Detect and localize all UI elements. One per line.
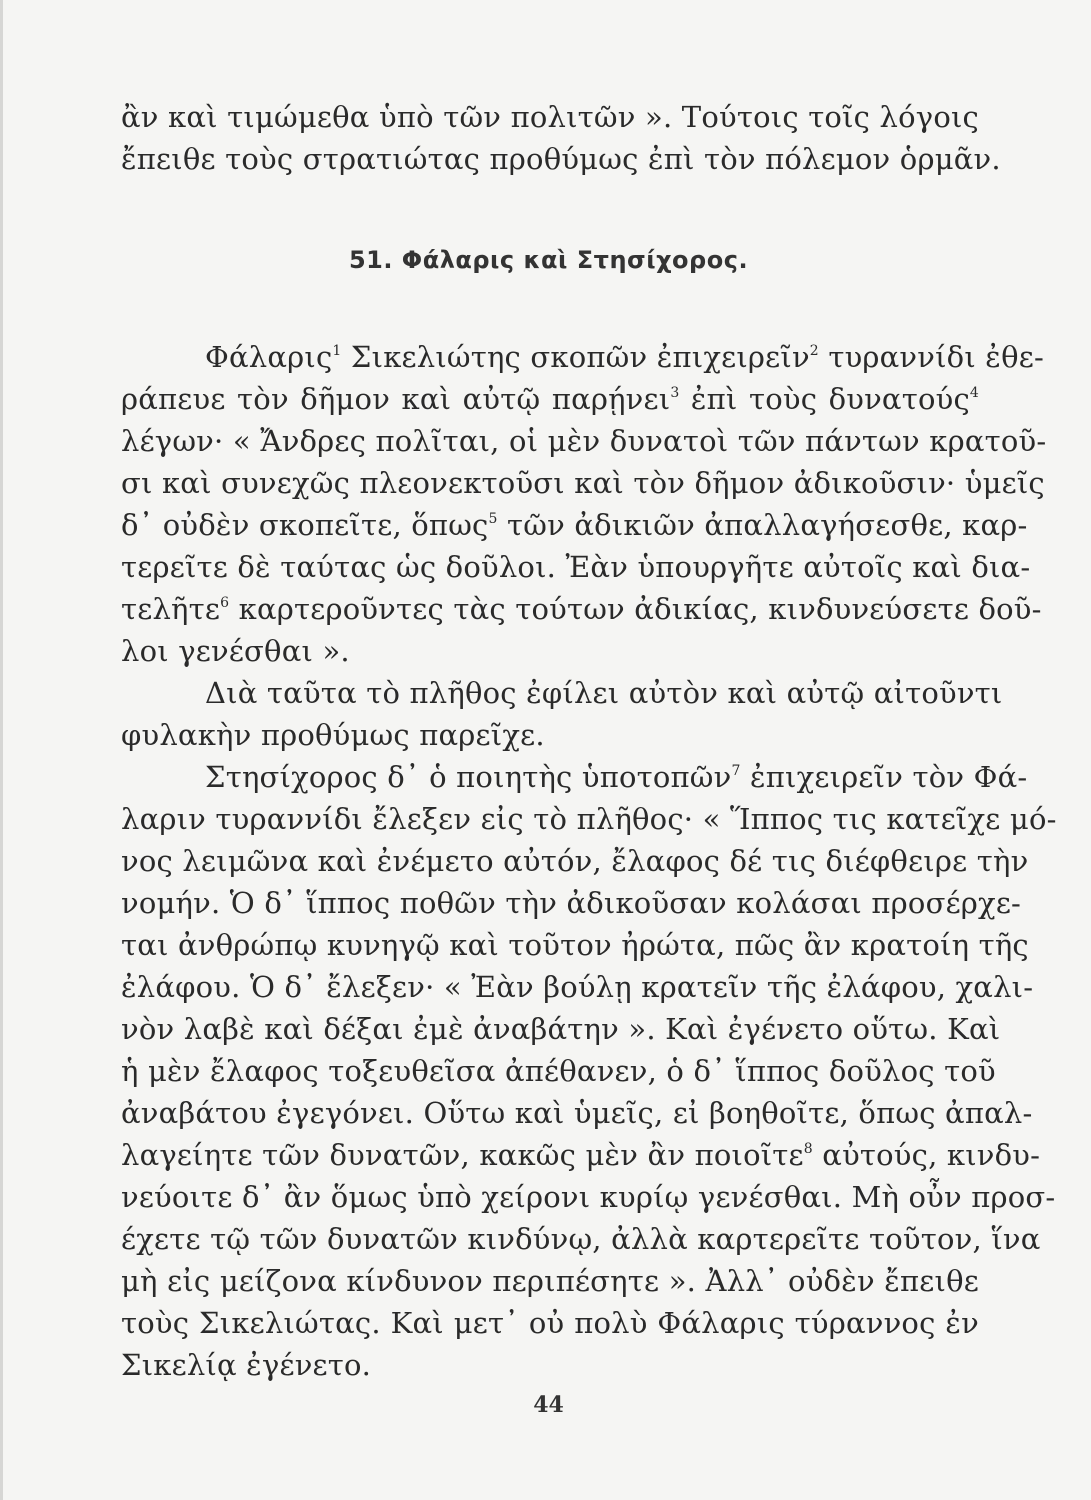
text-line: έχετε τῷ τῶν δυνατῶν κινδύνῳ, ἀλλὰ καρτερεῖτε τοῦτον, ἵνα: [121, 1222, 1041, 1256]
text-line: ἂν καὶ τιμώμεθα ὑπὸ τῶν πολιτῶν ». Τούτοις τοῖς λόγοις: [121, 100, 979, 134]
section-heading: 51. Φάλαρις καὶ Στησίχορος.: [348, 246, 749, 274]
text-line: τελῆτε$^6$ καρτεροῦντες τὰς τούτων ἀδικίας, κινδυνεύσετε δοῦ-: [121, 592, 1042, 626]
text-line: τοὺς Σικελιώτας. Καὶ μετ᾽ οὐ πολὺ Φάλαρις τύραννος ἐν: [121, 1306, 979, 1340]
text-line: λέγων· « Ἄνδρες πολῖται, οἱ μὲν δυνατοὶ τῶν πάντων κρατοῦ-: [121, 424, 1047, 458]
text-line: Σικελίᾳ ἐγένετο.: [121, 1348, 372, 1382]
footnote-marker: 5: [488, 511, 498, 527]
continuation-text: [121, 96, 1001, 180]
text-line: λαγείητε τῶν δυνατῶν, κακῶς μὲν ἂν ποιοῖτε$^8$ αὐτούς, κινδυ-: [121, 1138, 1041, 1172]
text-line: ἔπειθε τοὺς στρατιώτας προθύμως ἐπὶ τὸν πόλεμον ὁρμᾶν.: [121, 142, 1001, 176]
text-line: νομήν. Ὁ δ᾽ ἵππος ποθῶν τὴν ἀδικοῦσαν κολάσαι προσέρχε-: [121, 886, 1022, 920]
page-number: 44: [533, 1392, 564, 1418]
footnote-marker: 7: [731, 763, 741, 779]
text-line: ἐλάφου. Ὁ δ᾽ ἔλεξεν· « Ἐὰν βούλῃ κρατεῖν τῆς ἐλάφου, χαλι-: [121, 970, 1034, 1004]
text-line: νος λειμῶνα καὶ ἐνέμετο αὐτόν, ἔλαφος δέ τις διέφθειρε τὴν: [121, 844, 1029, 878]
footnote-marker: 8: [803, 1141, 813, 1157]
text-line: δ᾽ οὐδὲν σκοπεῖτε, ὅπως$^5$ τῶν ἀδικιῶν ἀπαλλαγήσεσθε, καρ-: [121, 508, 1028, 542]
text-line: ἡ μὲν ἔλαφος τοξευθεῖσα ἀπέθανεν, ὁ δ᾽ ἵππος δοῦλος τοῦ: [121, 1054, 996, 1088]
footnote-marker: 4: [969, 385, 979, 401]
text-line: ται ἀνθρώπῳ κυνηγῷ καὶ τοῦτον ἠρώτα, πῶς ἂν κρατοίη τῆς: [121, 928, 1029, 962]
text-line: τερεῖτε δὲ ταύτας ὡς δοῦλοι. Ἐὰν ὑπουργῆτε αὐτοῖς καὶ δια-: [121, 550, 1031, 584]
text-line: μὴ εἰς μείζονα κίνδυνον περιπέσητε ». Ἀλλ᾽ οὐδὲν ἔπειθε: [121, 1264, 979, 1298]
text-line: Στησίχορος δ᾽ ὁ ποιητὴς ὑποτοπῶν$^7$ ἐπιχειρεῖν τὸν Φά-: [205, 760, 1028, 794]
text-line: σι καὶ συνεχῶς πλεονεκτοῦσι καὶ τὸν δῆμον ἀδικοῦσιν· ὑμεῖς: [121, 466, 1045, 500]
footnote-marker: 2: [809, 343, 819, 359]
text-line: νὸν λαβὲ καὶ δέξαι ἐμὲ ἀναβάτην ». Καὶ ἐγένετο οὕτω. Καὶ: [121, 1012, 1001, 1046]
text-line: φυλακὴν προθύμως παρεῖχε.: [121, 718, 545, 752]
text-line: λαριν τυραννίδι ἔλεξεν εἰς τὸ πλῆθος· « Ἵππος τις κατεῖχε μό-: [121, 802, 1057, 836]
text-line: ἀναβάτου ἐγεγόνει. Οὕτω καὶ ὑμεῖς, εἰ βοηθοῖτε, ὅπως ἀπαλ-: [121, 1096, 1033, 1130]
footnote-marker: 3: [670, 385, 680, 401]
text-line: Φάλαρις$^1$ Σικελιώτης σκοπῶν ἐπιχειρεῖν$^2$ τυραννίδι ἐθε-: [205, 340, 1044, 374]
text-line: νεύοιτε δ᾽ ἂν ὅμως ὑπὸ χείρονι κυρίῳ γενέσθαι. Μὴ οὖν προσ-: [121, 1180, 1056, 1214]
text-line: λοι γενέσθαι ».: [121, 634, 350, 668]
text-line: Διὰ ταῦτα τὸ πλῆθος ἐφίλει αὐτὸν καὶ αὐτῷ αἰτοῦντι: [205, 676, 1003, 710]
footnote-marker: 1: [332, 343, 342, 359]
text-line: ράπευε τὸν δῆμον καὶ αὐτῷ παρῄνει$^3$ ἐπὶ τοὺς δυνατούς$^4$: [121, 382, 979, 416]
section-body: [121, 336, 1057, 1386]
footnote-marker: 6: [220, 595, 230, 611]
